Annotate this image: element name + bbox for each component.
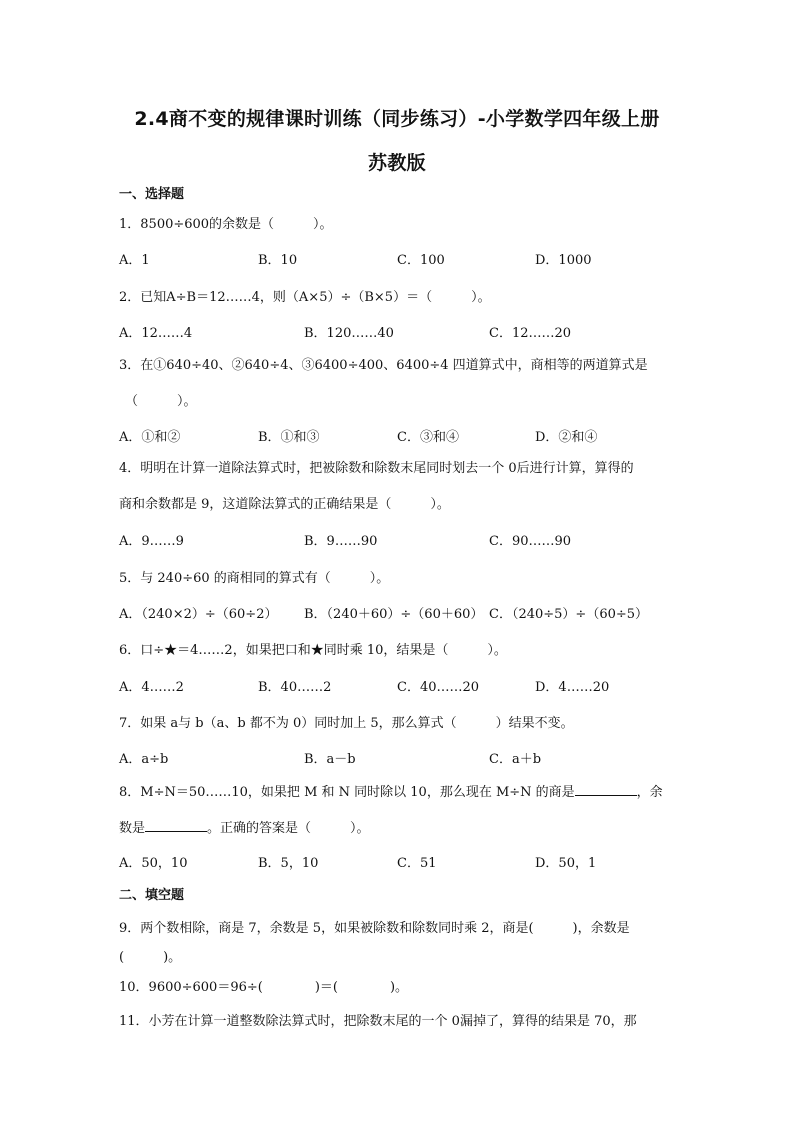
question-4-line-2: 商和余数都是 9，这道除法算式的正确结果是（ ）。 <box>119 497 450 512</box>
answer-blank[interactable] <box>145 819 207 832</box>
question-8-line-2 <box>119 817 370 836</box>
question-5: 5．与 240÷60 的商相同的算式有（ ）。 <box>119 571 390 586</box>
question-8 <box>119 781 663 800</box>
q4-option-c: C．90……90 <box>489 534 572 549</box>
question-8-text-b: ，余 <box>636 785 663 800</box>
q1-option-a: A．1 <box>119 253 150 268</box>
section-multiple-choice: 一、选择题 <box>119 187 185 202</box>
question-1: 1．8500÷600的余数是（ ）。 <box>119 217 333 232</box>
q4-option-b: B．9……90 <box>304 534 378 549</box>
q8-option-c: C．51 <box>397 856 437 871</box>
question-8-text-c: 数是 <box>119 821 146 836</box>
question-8-text-d: 。正确的答案是（ ）。 <box>207 821 370 836</box>
q8-option-a: A．50，10 <box>119 856 188 871</box>
q6-option-b: B．40……2 <box>258 680 332 695</box>
q5-option-b: B．（240＋60）÷（60＋60） <box>304 607 484 622</box>
q7-option-c: C．a＋b <box>489 752 542 767</box>
question-7: 7．如果 a与 b（a、b 都不为 0）同时加上 5，那么算式（ ）结果不变。 <box>119 716 574 731</box>
section-fill-in: 二、填空题 <box>119 888 185 903</box>
q4-option-a: A．9……9 <box>119 534 184 549</box>
question-9-line-2: ( )。 <box>119 950 182 965</box>
q1-option-b: B．10 <box>258 253 298 268</box>
q3-option-d: D．②和④ <box>535 430 598 445</box>
q6-option-c: C．40……20 <box>397 680 480 695</box>
document-subtitle: 苏教版 <box>368 152 426 174</box>
q2-option-a: A．12……4 <box>119 326 193 341</box>
q8-option-d: D．50，1 <box>535 856 597 871</box>
q7-option-b: B．a－b <box>304 752 356 767</box>
question-6: 6．口÷★＝4……2，如果把口和★同时乘 10，结果是（ ）。 <box>119 643 507 658</box>
question-3-line-2: （ ）。 <box>125 394 197 409</box>
q2-option-c: C．12……20 <box>489 326 572 341</box>
question-11: 11．小芳在计算一道整数除法算式时，把除数末尾的一个 0漏掉了，算得的结果是 70，那 <box>119 1014 637 1029</box>
q1-option-d: D．1000 <box>535 253 592 268</box>
q5-option-a: A．（240×2）÷（60÷2） <box>119 607 278 622</box>
question-4: 4．明明在计算一道除法算式时，把被除数和除数末尾同时划去一个 0后进行计算，算得的 <box>119 461 634 476</box>
question-2: 2．已知A÷B＝12……4，则（A×5）÷（B×5）＝（ ）。 <box>119 290 491 305</box>
q7-option-a: A．a÷b <box>119 752 169 767</box>
q5-option-c: C．（240÷5）÷（60÷5） <box>489 607 649 622</box>
document-title: 2.4商不变的规律课时训练（同步练习）-小学数学四年级上册 <box>134 108 660 130</box>
q3-option-a: A．①和② <box>119 430 181 445</box>
q2-option-b: B．120……40 <box>304 326 394 341</box>
question-9: 9．两个数相除，商是 7，余数是 5，如果被除数和除数同时乘 2，商是( )，余数是 <box>119 921 630 936</box>
q3-option-c: C．③和④ <box>397 430 459 445</box>
answer-blank[interactable] <box>575 783 637 796</box>
question-3: 3．在①640÷40、②640÷4、③6400÷400、6400÷4 四道算式中，商相等的两道算式是 <box>119 358 648 373</box>
question-8-text-a: 8．M÷N＝50……10，如果把 M 和 N 同时除以 10，那么现在 M÷N 的商是 <box>119 785 575 800</box>
q6-option-d: D．4……20 <box>535 680 610 695</box>
q8-option-b: B．5，10 <box>258 856 319 871</box>
q3-option-b: B．①和③ <box>258 430 320 445</box>
question-10: 10．9600÷600＝96÷( )＝( )。 <box>119 980 409 995</box>
q6-option-a: A．4……2 <box>119 680 184 695</box>
q1-option-c: C．100 <box>397 253 445 268</box>
